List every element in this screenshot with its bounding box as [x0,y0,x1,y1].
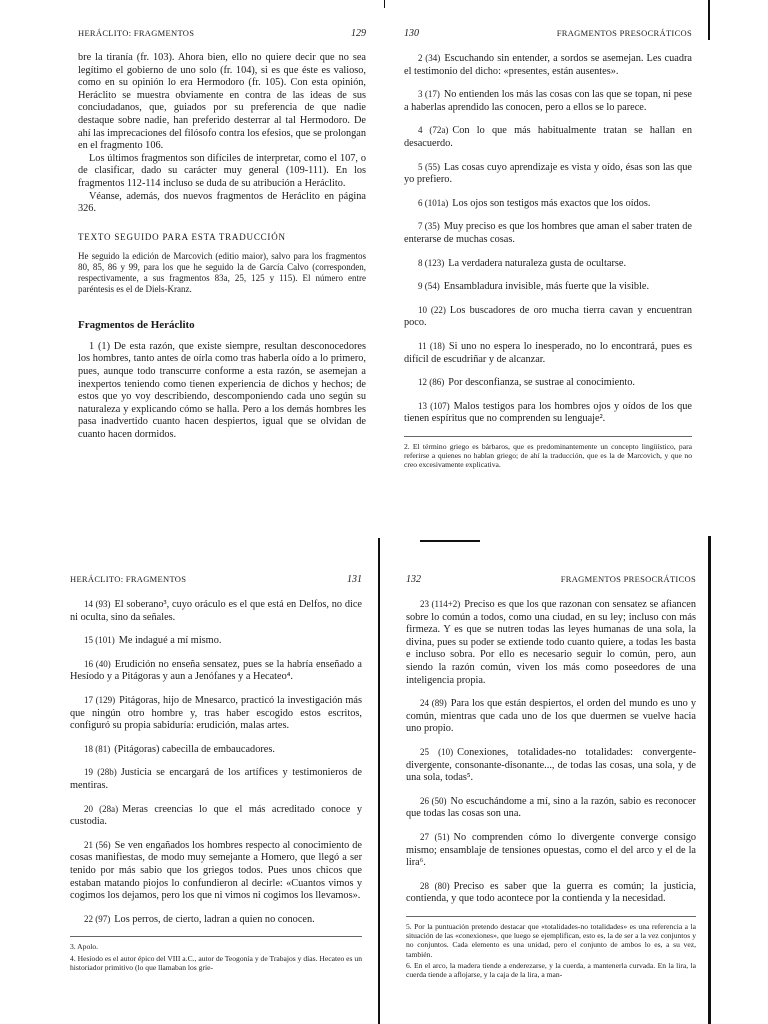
fragment-text: Los ojos son testigos más exactos que los oídos. [452,197,651,209]
fragment-number: 5 (55) [418,161,441,172]
body-paragraph: bre la tiranía (fr. 103). Ahora bien, ello no quiere decir que no sea legítimo el gobierno de uno solo (fr. 104), si es que éste es valioso, como en su opinión lo era Hermodoro (fr. 105). Con esta opinión, Heráclito se muestra obviamente en contra de las ideas de sus conciudadanos, que, guiados por su preferencia de que nadie destaque sobre nadie, han preferido desterrar al tal Hermodoro. De ahí las imprecaciones del filósofo contra los efesios, que se prolongan en el fragmento 106. [78,52,366,152]
fragment-number: 8 (123) [418,257,445,268]
fragment-number: 27 (51) [420,831,450,842]
fragment-text: Si uno no espera lo inesperado, no lo encontrará, pues es difícil de escudriñar y de alcanzar. [404,340,692,365]
scan-edge-rule [420,540,480,542]
fragment-number: 11 (18) [418,340,445,351]
fragment-number: 26 (50) [420,795,447,806]
fragment-number: 22 (97) [84,913,111,924]
fragment [404,197,692,211]
translation-note: He seguido la edición de Marcovich (editio maior), salvo para los fragmentos 80, 85, 86 y 99, para los que he seguido la de García Calvo (corresponden, respectivamente, a sus fragmentos 83a, 25, 125 y 115). El número entre paréntesis es el de Diels-Kranz. [78,250,366,294]
fragment-text: (Pitágoras) cabecilla de embaucadores. [114,743,275,755]
fragment-number: 14 (93) [84,599,111,609]
fragment [406,746,696,785]
body-paragraph: Los últimos fragmentos son difíciles de interpretar, como el 107, o de clasificar, dado su carácter muy general (109-111). En los fragmentos 112-114 incluso se duda de su atribución a Heráclito. [78,152,366,189]
running-header [406,574,696,588]
fragment-number: 17 (129) [84,694,116,705]
section-title: Fragmentos de Heráclito [78,318,195,331]
fragment-text: Pitágoras, hijo de Mnesarco, practicó la investigación más que ningún otro hombre y, tras haber escogido estos escritos, configuró su propia sabiduría: erudición, malas artes. [70,694,362,732]
fragment-text: Preciso es saber que la guerra es común; la justicia, contienda, y que todo acontece por la contienda y la necesidad. [406,880,696,905]
fragment-text: Preciso es que los que razonan con sensatez se afiancen sobre lo común a todos, como una ciudad, en su ley; incluso con más firmeza. Y es que se nutren todas las leyes humanas de una sola, la divina, pues su poder se extiende todo cuanto quiere, a todas les basta e incluso sobra. Por ello es necesario seguir lo común, pero, aun siendo la razón común, viven los más como poseedores de una inteligencia propia. [406,599,696,686]
page-number: 131 [347,574,362,585]
fragment-text: Los buscadores de oro mucha tierra cavan y encuentran poco. [404,304,692,329]
fragment-number: 2 (34) [418,53,441,63]
fragment [406,697,696,736]
fragment-text: Con lo que más habitualmente tratan se hallan en desacuerdo. [404,125,692,149]
fragment-number: 25 (10) [420,746,454,757]
fragment [404,161,692,187]
fragment-number: 21 (56) [84,839,111,850]
fragment-number: 6 (101a) [418,197,449,208]
fragment-list [70,598,362,926]
fragment-number: 7 (35) [418,221,440,232]
fragment [404,124,692,150]
fragment-text: No comprenden cómo lo divergente converge consigo mismo; ensamblaje de tensiones opuestas, como el del arco y el de la lira⁶. [406,831,696,869]
fragment-number: 9 (54) [418,281,440,292]
fragment [404,340,692,366]
fragment [404,376,692,390]
fragment-text: Ensambladura invisible, más fuerte que la visible. [443,281,650,293]
fragment-text: Muy preciso es que los hombres que aman el saber traten de enterarse de muchas cosas. [404,221,692,245]
footnote: 6. En el arco, la madera tiende a enderezarse, y la cuerda, a mantenerla curvada. En la lira, la cuerda tiende a aflojarse, y la caja de la lira, a man- [406,961,696,980]
fragment-text: Por desconfianza, se sustrae al conocimiento. [448,377,635,389]
fragment [70,803,362,829]
fragment [70,839,362,903]
fragment [404,304,692,330]
running-header [404,28,692,42]
fragment-number: 18 (81) [84,743,111,754]
fragment-number: 16 (40) [84,658,111,669]
fragment-number: 12 (86) [418,377,445,388]
page-number: 129 [351,28,366,39]
fragment-text: Para los que están despiertos, el orden del mundo es uno y común, mientras que cada uno de los que duermen se vuelve hacia uno propio. [406,698,696,735]
fragment-number: 4 (72a) [418,125,449,136]
fragment-text: Las cosas cuyo aprendizaje es vista y oído, ésas son las que yo prefiero. [404,161,692,186]
fragment-text: No escuchándome a mí, sino a la razón, sabio es reconocer que todas las cosas son una. [406,795,696,820]
fragment-number: 19 (28b) [84,767,117,778]
fragment [404,220,692,246]
page-131 [70,574,362,1024]
fragment [406,795,696,821]
fragment-number: 23 (114+2) [420,599,461,609]
scan-edge-rule [708,0,710,40]
fragment-text: El soberano³, cuyo oráculo es el que está en Delfos, no dice ni oculta, sino da señales. [70,599,362,623]
fragment-list [404,52,692,426]
fragment-text: Malos testigos para los hombres ojos y oídos de los que tienen espíritus que no comprenden su lenguaje². [404,400,692,425]
fragment-text: No entienden los más las cosas con las que se topan, ni pese a haberlas aprendido las conocen, pero a ellos se lo parece. [404,89,692,113]
scan-edge-rule [708,536,711,1024]
fragment-number: 28 (80) [420,880,450,891]
fragment-number: 24 (89) [420,698,447,709]
fragment-list [406,598,696,906]
fragment-text: La verdadera naturaleza gusta de ocultarse. [448,257,627,269]
fragment-text: Los perros, de cierto, ladran a quien no conocen. [114,913,315,925]
fragment [404,400,692,426]
running-title: HERÁCLITO: FRAGMENTOS [78,28,195,38]
fragment-number: 13 (107) [418,400,450,411]
scan-edge-rule [384,0,385,8]
fragment-text: Me indagué a mí mismo. [118,635,222,647]
fragment [70,598,362,624]
page-130 [404,28,692,508]
scan-edge-rule [378,538,380,1024]
fragment [406,598,696,687]
fragment-text: Conexiones, totalidades-no totalidades: convergente-divergente, consonante-disonante..., de todas las cosas, una sola, y de una sola, todas⁵. [406,746,696,784]
fragment-text: Erudición no enseña sensatez, pues se la habría enseñado a Hesíodo y a Pitágoras y aun a Jenófanes y a Hecateo⁴. [70,658,362,683]
body-paragraph: Véanse, además, dos nuevos fragmentos de Heráclito en página 326. [78,190,366,215]
fragment-number: 15 (101) [84,635,115,646]
running-header [78,28,366,42]
fragment-number: 10 (22) [418,304,446,315]
fragment [404,88,692,114]
fragment-number: 20 (28a) [84,803,119,814]
translation-heading: TEXTO SEGUIDO PARA ESTA TRADUCCIÓN [78,231,286,242]
running-title: HERÁCLITO: FRAGMENTOS [70,574,187,584]
footnote: 3. Apolo. [70,942,99,952]
fragment [404,257,692,271]
fragment [70,694,362,733]
fragment [406,831,696,870]
footnotes [70,936,362,972]
page-129 [78,28,366,508]
footnote: 5. Por la puntuación pretendo destacar que «totalidades-no totalidades» es una referencia a la situación de las «conexiones», que luego se ejemplifican, esto es, la de ser a la vez conjuntos y no conjuntos. Cada elemento es una unidad, pero el conjunto de ambos lo es, a su vez, también. [406,921,696,959]
fragment [70,766,362,792]
page-number: 130 [404,28,419,39]
footnote: 2. El término griego es bárbaros, que es predominantemente un concepto lingüístico, para referirse a quienes no hablan griego; de ahí la traducción, que es la de Marcovich, y que no creo excesivamente explicativa. [404,441,692,470]
running-header [70,574,362,588]
fragment-text: Escuchando sin entender, a sordos se asemejan. Les cuadra el testimonio del dicho: «presentes, están ausentes». [404,53,692,77]
fragment [404,52,692,78]
footnotes [406,916,696,980]
fragment [70,743,362,757]
fragment-text: Justicia se encargará de los artífices y testimonieros de mentiras. [70,767,362,791]
fragment [70,658,362,684]
footnotes [404,436,692,470]
page-132 [406,574,696,1024]
fragment-1: 1 (1) De esta razón, que existe siempre, resultan desconocedores los hombres, tanto antes de oírla como tras haberla oído a lo primero, pues, aunque todo transcurre conforme a esta razón, se asemejan a inexpertos teniendo como tienen experiencia de dichos y hechos; de estos que yo voy describiendo, descomponiendo cada uno según su naturaleza y explicando cómo se halla. Pero a los demás hombres les pasa inadvertido cuanto hacen despiertos, igual que se olvidan de cuanto hacen dormidos. [78,340,366,440]
fragment-number: 3 (17) [418,89,440,100]
page-number: 132 [406,574,421,585]
fragment-text: Se ven engañados los hombres respecto al conocimiento de cosas manifiestas, de modo muy semejante a Homero, que llegó a ser tenido por más sabio que los griegos todos. Pues unos chicos que estaban matando piojos lo confundieron al decirle: «Cuantos vimos y cogimos los dejamos, pero los que ni vimos ni cogimos los llevamos». [70,839,362,902]
running-title: FRAGMENTOS PRESOCRÁTICOS [556,28,692,38]
fragment [406,880,696,906]
fragment [70,913,362,927]
fragment [404,280,692,294]
fragment [70,634,362,648]
footnote: 4. Hesíodo es el autor épico del VIII a.C., autor de Teogonía y de Trabajos y días. Hecateo es un historiador primitivo (lo que llamaban los grie- [70,953,362,972]
running-title: FRAGMENTOS PRESOCRÁTICOS [560,574,696,584]
fragment-text: Meras creencias lo que el más acreditado conoce y custodia. [70,803,362,828]
